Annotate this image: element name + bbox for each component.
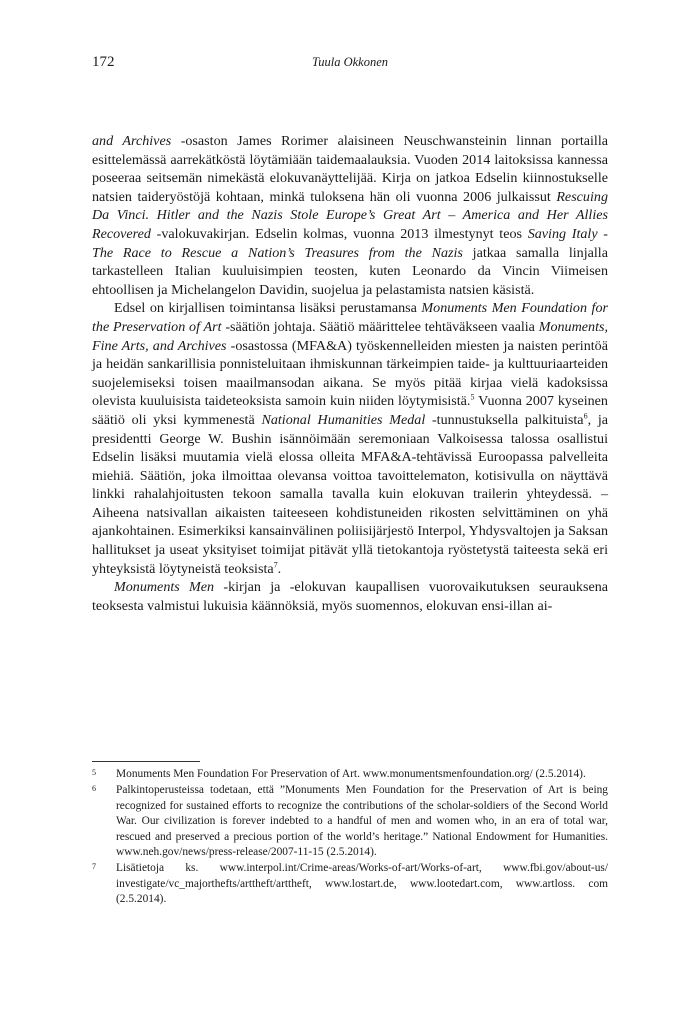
footnote-ref[interactable]: 7 (273, 559, 278, 569)
text-run: -säätiön johtaja. Säätiö määrittelee tehtäväkseen vaalia (221, 318, 539, 335)
paragraph-3 (92, 578, 608, 615)
italic-title: Monuments Men (114, 579, 215, 596)
running-head: Tuula Okkonen (311, 55, 389, 69)
italic-title: and Archives (92, 133, 172, 149)
text-run: -tunnustuksella palkituista (425, 411, 584, 428)
footnote-text: Lisätietoja ks. www.interpol.int/Crime-areas/Works-of-art/Works-of-art, www.fbi.gov/about-us/ investigate/vc_majorthefts/arttheft/arttheft, www.lostart.de, www.lootedart.com, www.artloss. com (2.5.2014). (116, 862, 608, 906)
page-number: 172 (92, 54, 115, 70)
footnote-ref[interactable]: 5 (470, 392, 475, 402)
italic-title: Rescuing Da Vinci. Hitler and the Nazis Stole Europe’s Great Art – America and Her Allies Recovered (92, 188, 608, 242)
text-run: -osaston James Rorimer alaisineen Neuschwansteinin linnan portailla esittelemässä aarrekätköstä löytämiään taidemaalauksia. Vuoden 2014 laitoksissa kannessa poseeraa seitsemän nimekästä elokuvanäyttelijää. Kirja on jatkoa Edselin kiinnostukselle natsien taideryöstöjä kohtaan, minkä tuloksena hän oli vuonna 2006 julkaissut (92, 133, 608, 205)
footnote-mark: 7 (92, 862, 96, 872)
text-run: jatkaa samalla linjalla tarkastelleen Italian kuuluisimpien teosten, kuten Leonardo da Vincin Viimeisen ehtoollisen ja Michelangelon Davidin, suojelua ja pelastamista natsien käsistä. (92, 244, 608, 298)
paragraph-1 (92, 132, 608, 299)
footnote-text: Palkintoperusteissa todetaan, että ”Monuments Men Foundation for the Preservation of Art is being recognized for sustained efforts to recognize the contributions of the scholar-soldiers of the Second World War. Our civilization is forever indebted to a handful of men and women who, in an era of total war, rescued and preserved a precious portion of the world’s heritage.” National Endowment for Humanities. www.neh.gov/news/press-release/2007-11-15 (2.5.2014). (116, 784, 608, 859)
text-run: . (277, 560, 282, 577)
text-run: , ja presidentti George W. Bushin isännöimään seremoniaan Valkoisessa talossa osallistui Edselin lisäksi muutamia vielä elossa olleita MFA&A-tehtävissä Euroopassa palvelleita miehiä. Säätiön, joka ilmoittaa olevansa voittoa tavoittelematon, kotisivulla on näyttävä linkki rahalahjoitusten tekoon samalla tavalla kuin elokuvan trailerin yhteydessä. – Aiheena natsivallan aikaisten taiteeseen kohdistuneiden rikosten selvittäminen on yhä ajankohtainen. Esimerkiksi kansainvälinen poliisijärjestö Interpol, Yhdysvaltojen ja Saksan hallitukset ja useat yksityiset toimijat pitävät yllä tietokantoja ryöstetystä taiteesta sekä eri yhteyksistä löytyneistä teoksista (92, 411, 608, 577)
footnote-divider (92, 761, 200, 762)
italic-title: Monuments Men Foundation for the Preservation of Art (92, 300, 608, 335)
paragraph-2 (92, 299, 608, 578)
footnote (92, 767, 608, 782)
italic-title: Saving Italy - The Race to Rescue a Nation’s Treasures from the Nazis (92, 225, 608, 261)
footnote (92, 861, 608, 907)
page-header (92, 54, 608, 74)
footnote-text: Monuments Men Foundation For Preservation of Art. www.monumentsmenfoundation.org/ (2.5.2014). (116, 768, 586, 780)
text-run: -valokuvakirjan. Edselin kolmas, vuonna 2013 ilmestynyt teos (150, 225, 528, 242)
text-run: -kirjan ja -elokuvan kaupallisen vuorovaikutuksen seurauksena teoksesta valmistui lukuisia käännöksiä, myös suomennos, elokuvan ensi-illan ai- (92, 579, 609, 614)
italic-title: National Humanities Medal (261, 411, 426, 428)
text-run: Vuonna 2007 kyseinen säätiö oli yksi kymmenestä (92, 393, 608, 428)
footnote (92, 783, 608, 860)
italic-title: Monuments, Fine Arts, and Archives (92, 318, 608, 354)
footnotes (92, 767, 608, 909)
text-run: -osastossa (MFA&A) työskennelleiden miesten ja naisten perintöä ja heidän sankarillisia ponnisteluitaan ihmiskunnan tärkeimpien taide- ja kulttuuriaarteiden suojelemiseksi toisen maailmansodan aikana. Se myös pitää kirjaa vielä kadoksissa olevista kuuluisista taideteoksista samoin kuin niiden löytymisistä. (92, 337, 608, 410)
footnote-mark: 5 (92, 768, 96, 777)
footnote-mark: 6 (92, 784, 96, 794)
text-run: Edsel on kirjallisen toimintansa lisäksi perustamansa (114, 300, 422, 317)
main-text (92, 132, 608, 615)
footnote-ref[interactable]: 6 (583, 411, 588, 421)
